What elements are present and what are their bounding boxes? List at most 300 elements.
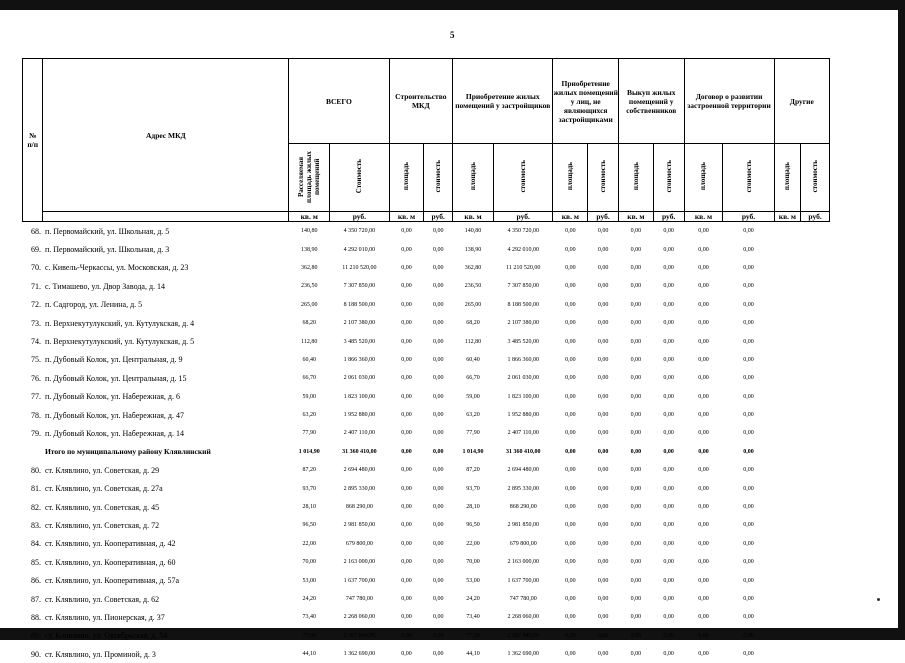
row-value-3: 0,00	[432, 320, 444, 327]
row-value-11: 0,00	[743, 632, 754, 639]
row-value-5: 2 981 850,00	[507, 522, 539, 529]
row-value-11: 0,00	[743, 283, 754, 290]
row-value-8: 0,00	[630, 375, 642, 382]
table-row	[23, 627, 830, 645]
row-value-13	[801, 443, 830, 461]
header-sub-1	[330, 144, 389, 212]
header-sub-label: площадь	[631, 162, 640, 191]
row-value-1: 2 895 330,00	[343, 485, 376, 492]
row-value-7: 0,00	[597, 522, 609, 529]
row-value-3: 0,00	[432, 577, 444, 584]
row-address: п. Верхнекутулукский, ул. Кутулукская, д. 4	[44, 318, 195, 328]
row-number: 88.	[30, 612, 41, 622]
header-sub-8	[618, 144, 653, 212]
row-value-4: 77,90	[466, 430, 480, 437]
row-number: 73.	[30, 318, 41, 328]
row-value-13	[801, 259, 830, 277]
row-value-2: 0,00	[401, 283, 412, 290]
row-value-3: 0,00	[432, 246, 444, 253]
row-value-13	[801, 222, 830, 241]
row-value-5: 1 362 690,00	[507, 651, 539, 658]
row-value-12	[774, 369, 801, 387]
row-value-9: 0,00	[663, 356, 674, 363]
scan-top-border	[0, 0, 905, 10]
row-value-13	[801, 351, 830, 369]
row-value-13	[801, 406, 830, 424]
row-value-1: 3 485 520,00	[343, 338, 376, 345]
row-value-2: 0,00	[401, 430, 412, 437]
row-value-1: 2 268 060,00	[343, 614, 376, 621]
row-value-0: 53,00	[302, 577, 316, 584]
row-value-6: 0,00	[565, 264, 576, 271]
row-value-10: 0,00	[698, 577, 709, 584]
row-value-3: 0,00	[432, 448, 444, 455]
row-value-6: 0,00	[565, 393, 576, 400]
row-value-13	[801, 571, 830, 589]
row-value-13	[801, 369, 830, 387]
row-value-11: 0,00	[743, 559, 754, 566]
row-value-10: 0,00	[698, 301, 709, 308]
header-unit-8: кв. м	[618, 212, 653, 222]
header-sub-label: площадь	[402, 162, 411, 191]
table-row	[23, 240, 830, 258]
table-row	[23, 222, 830, 241]
scan-right-border	[898, 0, 905, 640]
table-row	[23, 388, 830, 406]
header-group-total: ВСЕГО	[289, 59, 389, 144]
row-number: 75.	[30, 355, 41, 365]
row-value-1: 2 981 850,00	[343, 522, 376, 529]
row-value-3: 0,00	[432, 393, 444, 400]
header-unit-7: руб.	[588, 212, 619, 222]
row-value-0: 68,20	[302, 320, 316, 327]
row-value-2: 0,00	[401, 320, 412, 327]
row-value-13	[801, 590, 830, 608]
row-value-7: 0,00	[597, 651, 609, 658]
row-value-7: 0,00	[597, 540, 609, 547]
row-value-11: 0,00	[743, 596, 754, 602]
row-value-2: 0,00	[401, 338, 412, 345]
row-value-0: 362,80	[300, 264, 318, 271]
row-value-8: 0,00	[630, 504, 642, 511]
row-value-7: 0,00	[597, 559, 609, 566]
row-value-2: 0,00	[401, 504, 412, 511]
table-row	[23, 277, 830, 295]
row-value-9: 0,00	[663, 448, 674, 455]
row-value-0: 70,00	[302, 559, 316, 566]
row-value-2: 0,00	[401, 540, 412, 547]
row-value-6: 0,00	[565, 301, 576, 308]
row-value-5: 1 823 100,00	[507, 393, 539, 400]
row-number: 68.	[30, 226, 41, 236]
row-value-12	[774, 479, 801, 497]
row-value-1: 8 188 500,00	[343, 301, 376, 308]
row-address: п. Верхнекутулукский, ул. Кутулукская, д. 5	[44, 337, 195, 347]
header-sub-label: площадь	[699, 162, 708, 191]
row-value-10: 0,00	[698, 504, 709, 511]
header-sub-label: стоимость	[434, 160, 443, 193]
row-value-8: 0,00	[630, 651, 642, 658]
row-value-4: 70,00	[466, 559, 480, 566]
row-value-12	[774, 351, 801, 369]
row-value-4: 60,40	[466, 356, 480, 363]
row-value-7: 0,00	[597, 375, 609, 382]
row-value-7: 0,00	[597, 320, 609, 327]
row-value-6: 0,00	[565, 559, 576, 566]
table-row	[23, 314, 830, 332]
row-number: 82.	[30, 502, 41, 512]
header-group-developers: Приобретение жилых помещений у застройщиков	[453, 59, 553, 144]
row-value-12	[774, 424, 801, 442]
header-sub-13	[801, 144, 830, 212]
row-value-0: 44,10	[302, 651, 316, 658]
row-value-10: 0,00	[698, 522, 709, 529]
row-value-3: 0,00	[432, 614, 444, 621]
row-value-13	[801, 553, 830, 571]
row-value-9: 0,00	[663, 577, 674, 584]
table-row	[23, 351, 830, 369]
header-sub-label: стоимость	[519, 160, 528, 193]
row-number: 86.	[30, 576, 41, 586]
row-value-7: 0,00	[597, 430, 609, 437]
row-value-8: 0,00	[630, 412, 642, 419]
header-group-construction: Строительство МКД	[389, 59, 452, 144]
row-address: ст. Клявлино, ул. Советская, д. 45	[44, 502, 160, 512]
row-value-9: 0,00	[663, 246, 674, 253]
row-value-3: 0,00	[432, 283, 444, 290]
row-value-5: 7 307 850,00	[507, 283, 539, 290]
row-value-10: 0,00	[698, 540, 709, 547]
row-value-0: 28,10	[302, 504, 316, 511]
row-address: п. Дубовый Колок, ул. Набережная, д. 47	[44, 410, 184, 420]
row-value-10: 0,00	[698, 393, 709, 400]
row-value-0: 22,00	[302, 540, 316, 547]
row-value-11: 0,00	[743, 504, 754, 511]
row-value-1: 4 292 010,00	[343, 246, 376, 253]
row-number: 78.	[30, 410, 41, 420]
row-value-11: 0,00	[743, 430, 754, 437]
row-value-10: 0,00	[698, 356, 709, 363]
row-value-12	[774, 590, 801, 608]
header-unit-13: руб.	[801, 212, 830, 222]
table-row	[23, 479, 830, 497]
row-value-4: 87,20	[466, 467, 480, 474]
row-value-3: 0,00	[432, 228, 444, 235]
row-value-5: 679 800,00	[509, 540, 537, 547]
header-sub-label: площадь	[566, 162, 575, 191]
row-value-10: 0,00	[698, 228, 709, 235]
row-value-7: 0,00	[597, 393, 609, 400]
row-value-7: 0,00	[597, 632, 609, 639]
header-group-buyout: Выкуп жилых помещений у собственников	[618, 59, 684, 144]
table-row	[23, 553, 830, 571]
row-value-5: 1 952 880,00	[507, 412, 539, 419]
row-address: ст. Клявлино, ул. Советская, д. 27а	[44, 484, 163, 494]
row-value-10: 0,00	[698, 320, 709, 327]
row-value-12	[774, 627, 801, 645]
header-sub-label: стоимость	[664, 160, 673, 193]
row-value-11: 0,00	[743, 246, 754, 253]
row-value-2: 0,00	[401, 522, 412, 529]
row-value-9: 0,00	[663, 467, 674, 474]
row-number: 83.	[30, 520, 41, 530]
row-value-3: 0,00	[432, 467, 444, 474]
row-value-7: 0,00	[597, 596, 609, 602]
row-value-8: 0,00	[630, 393, 642, 400]
row-value-2: 0,00	[401, 412, 412, 419]
row-value-6: 0,00	[565, 375, 576, 382]
row-value-0: 63,20	[302, 412, 316, 419]
header-sub-label: площадь	[783, 162, 792, 191]
row-value-0: 236,50	[300, 283, 318, 290]
row-value-1: 1 823 100,00	[343, 393, 376, 400]
row-value-3: 0,00	[432, 338, 444, 345]
row-value-0: 87,20	[302, 467, 316, 474]
row-value-2: 0,00	[401, 246, 412, 253]
row-value-5: 2 163 000,00	[507, 559, 539, 566]
row-value-2: 0,00	[401, 264, 412, 271]
row-value-2: 0,00	[401, 651, 412, 658]
row-value-9: 0,00	[663, 320, 674, 327]
row-value-5: 2 061 030,00	[507, 375, 539, 382]
row-value-3: 0,00	[432, 264, 444, 271]
row-value-10: 0,00	[698, 412, 709, 419]
row-value-6: 0,00	[565, 596, 576, 602]
row-value-10: 0,00	[698, 338, 709, 345]
row-address: п. Дубовый Колок, ул. Центральная, д. 9	[44, 355, 183, 365]
header-sub-6	[553, 144, 588, 212]
row-address: ст. Клявлино, ул. Советская, д. 62	[44, 594, 160, 604]
row-value-7: 0,00	[597, 504, 609, 511]
row-value-9: 0,00	[663, 338, 674, 345]
row-value-6: 0,00	[565, 356, 576, 363]
row-value-7: 0,00	[597, 412, 609, 419]
row-value-7: 0,00	[597, 301, 609, 308]
row-value-12	[774, 406, 801, 424]
row-value-3: 0,00	[432, 522, 444, 529]
row-value-10: 0,00	[698, 467, 709, 474]
row-address: ст. Клявлино, ул. Советская, д. 29	[44, 465, 160, 475]
row-address: п. Садгород, ул. Ленина, д. 5	[44, 300, 143, 310]
header-sub-9	[653, 144, 684, 212]
row-value-4: 59,00	[466, 393, 480, 400]
row-value-1: 2 061 030,00	[343, 375, 376, 382]
row-value-8: 0,00	[630, 522, 642, 529]
header-address: Адрес МКД	[43, 59, 289, 212]
row-value-6: 0,00	[565, 577, 576, 584]
row-value-7: 0,00	[597, 338, 609, 345]
row-value-1: 747 780,00	[345, 596, 373, 602]
row-number: 69.	[30, 245, 41, 255]
row-value-1: 4 350 720,00	[343, 228, 376, 235]
row-value-12	[774, 461, 801, 479]
row-value-10: 0,00	[698, 614, 709, 621]
table-row	[23, 369, 830, 387]
row-number: 79.	[30, 428, 41, 438]
row-value-9: 0,00	[663, 228, 674, 235]
row-value-1: 868 290,00	[345, 504, 373, 511]
row-value-5: 2 407 110,00	[507, 430, 539, 437]
row-value-3: 0,00	[432, 356, 444, 363]
row-value-11: 0,00	[743, 522, 754, 529]
row-address: п. Первомайский, ул. Школьная, д. 3	[44, 245, 170, 255]
row-value-11: 0,00	[743, 448, 754, 455]
row-value-9: 0,00	[663, 632, 674, 639]
row-address: п. Дубовый Колок, ул. Набережная, д. 6	[44, 392, 180, 402]
row-value-12	[774, 553, 801, 571]
row-value-12	[774, 571, 801, 589]
row-value-5: 4 350 720,00	[507, 228, 539, 235]
row-value-13	[801, 240, 830, 258]
table-row	[23, 296, 830, 314]
row-value-11: 0,00	[743, 264, 754, 271]
row-value-10: 0,00	[698, 283, 709, 290]
row-value-13	[801, 314, 830, 332]
row-value-6: 0,00	[565, 338, 576, 345]
row-value-4: 28,10	[466, 504, 480, 511]
header-unit-0: кв. м	[289, 212, 330, 222]
header-unit-6: кв. м	[553, 212, 588, 222]
row-number: 76.	[30, 373, 41, 383]
row-value-8: 0,00	[630, 485, 642, 492]
row-number: 81.	[30, 484, 41, 494]
row-value-12	[774, 277, 801, 295]
row-value-12	[774, 443, 801, 461]
row-value-5: 3 485 520,00	[507, 338, 539, 345]
header-group-non-developers: Приобретение жилых помещений у лиц, не являющихся застройщиками	[553, 59, 619, 144]
row-value-0: 265,00	[300, 301, 318, 308]
row-value-7: 0,00	[597, 228, 609, 235]
header-unit-3: руб.	[424, 212, 453, 222]
row-value-7: 0,00	[597, 448, 609, 455]
row-value-12	[774, 259, 801, 277]
row-value-3: 0,00	[432, 540, 444, 547]
row-value-5: 8 188 500,00	[507, 301, 539, 308]
row-value-1: 2 694 480,00	[343, 467, 376, 474]
row-value-4: 22,00	[466, 540, 480, 547]
row-value-10: 0,00	[698, 375, 709, 382]
row-value-12	[774, 535, 801, 553]
row-value-6: 0,00	[565, 283, 576, 290]
row-address: п. Первомайский, ул. Школьная, д. 5	[44, 226, 170, 236]
row-value-11: 0,00	[743, 375, 754, 382]
row-value-11: 0,00	[743, 485, 754, 492]
row-value-12	[774, 332, 801, 350]
resettlement-table	[22, 58, 830, 663]
row-value-4: 73,40	[466, 614, 480, 621]
row-value-11: 0,00	[743, 467, 754, 474]
row-value-3: 0,00	[432, 632, 444, 639]
table-row	[23, 590, 830, 608]
row-value-2: 0,00	[401, 228, 412, 235]
row-number: 70.	[30, 263, 41, 273]
row-value-7: 0,00	[597, 485, 609, 492]
header-address-unit	[43, 212, 289, 222]
row-value-11: 0,00	[743, 356, 754, 363]
row-value-1: 31 360 410,00	[342, 448, 377, 455]
row-value-9: 0,00	[663, 430, 674, 437]
row-value-0: 93,70	[302, 485, 316, 492]
row-value-9: 0,00	[663, 522, 674, 529]
row-value-3: 0,00	[432, 412, 444, 419]
row-value-13	[801, 479, 830, 497]
row-number: 77.	[30, 392, 41, 402]
row-value-4: 66,70	[466, 375, 480, 382]
row-value-3: 0,00	[432, 301, 444, 308]
row-value-12	[774, 645, 801, 663]
row-value-0: 77,60	[302, 632, 316, 639]
row-value-0: 1 014,90	[298, 448, 320, 455]
header-unit-10: кв. м	[684, 212, 723, 222]
row-value-5: 2 895 330,00	[507, 485, 539, 492]
row-value-1: 7 307 850,00	[343, 283, 376, 290]
header-unit-9: руб.	[653, 212, 684, 222]
row-value-4: 362,80	[464, 264, 482, 271]
row-value-6: 0,00	[565, 320, 576, 327]
header-sub-11	[723, 144, 774, 212]
row-address: ст. Клявлино, ул. Кооперативная, д. 60	[44, 557, 176, 567]
row-address: ст. Клявлино, ул. Октябрьская, д. 54	[44, 631, 168, 641]
row-value-8: 0,00	[630, 283, 642, 290]
row-value-12	[774, 498, 801, 516]
row-value-5: 4 292 010,00	[507, 246, 539, 253]
row-value-2: 0,00	[401, 577, 412, 584]
table-row	[23, 516, 830, 534]
row-value-13	[801, 296, 830, 314]
row-address: п. Дубовый Колок, ул. Набережная, д. 14	[44, 428, 184, 438]
header-sub-0	[289, 144, 330, 212]
row-value-12	[774, 240, 801, 258]
row-value-8: 0,00	[630, 632, 642, 639]
row-value-10: 0,00	[698, 596, 709, 602]
header-sub-4	[453, 144, 494, 212]
row-value-2: 0,00	[401, 559, 412, 566]
row-value-11: 0,00	[743, 540, 754, 547]
row-value-13	[801, 535, 830, 553]
row-value-2: 0,00	[401, 596, 412, 602]
row-number: 89.	[30, 631, 41, 641]
row-value-5: 1 637 700,00	[507, 577, 539, 584]
header-unit-5: руб.	[494, 212, 553, 222]
row-value-13	[801, 608, 830, 626]
scan-speck	[877, 598, 880, 601]
row-value-8: 0,00	[630, 559, 642, 566]
row-value-1: 2 107 380,00	[343, 320, 376, 327]
row-address: п. Дубовый Колок, ул. Центральная, д. 15	[44, 373, 187, 383]
row-value-6: 0,00	[565, 540, 576, 547]
row-value-13	[801, 627, 830, 645]
row-value-9: 0,00	[663, 614, 674, 621]
row-value-9: 0,00	[663, 283, 674, 290]
header-sub-label: площадь	[469, 162, 478, 191]
row-value-7: 0,00	[597, 577, 609, 584]
table-row	[23, 406, 830, 424]
row-value-0: 112,80	[301, 338, 318, 345]
row-value-13	[801, 461, 830, 479]
row-number: 84.	[30, 539, 41, 549]
row-value-12	[774, 314, 801, 332]
row-value-2: 0,00	[401, 356, 412, 363]
row-number	[23, 443, 43, 461]
row-value-5: 2 694 480,00	[507, 467, 539, 474]
row-value-9: 0,00	[663, 596, 674, 602]
row-value-1: 1 866 360,00	[343, 356, 376, 363]
row-value-2: 0,00	[401, 301, 412, 308]
row-number: 74.	[30, 337, 41, 347]
row-value-5: 2 107 380,00	[507, 320, 539, 327]
row-value-8: 0,00	[630, 301, 642, 308]
row-value-9: 0,00	[663, 540, 674, 547]
